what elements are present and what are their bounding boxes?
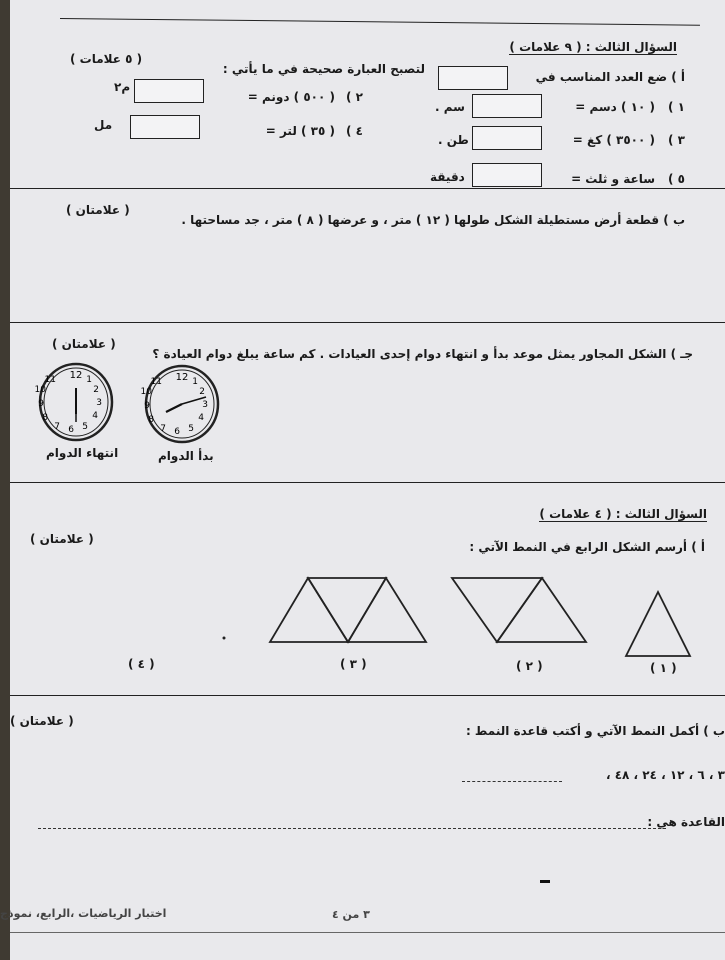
marks-label: ( علامتان ) — [30, 532, 94, 546]
marks-label: ( علامتان ) — [10, 714, 74, 728]
answer-box[interactable] — [134, 79, 204, 103]
item-expression: ( ٣٥٠٠ ) كغ = — [572, 133, 655, 147]
svg-text:12: 12 — [69, 370, 83, 381]
svg-text:3: 3 — [202, 400, 208, 410]
figure-label-4: ( ٤ ) — [128, 657, 155, 671]
item-number: ٤ ) — [346, 124, 363, 138]
part-a-text: أ ) أرسم الشكل الرابع في النمط الآتي : — [469, 540, 705, 554]
svg-text:11: 11 — [150, 377, 162, 387]
svg-text:4: 4 — [92, 411, 98, 421]
answer-line[interactable] — [38, 828, 666, 829]
svg-text:11: 11 — [44, 375, 56, 385]
svg-text:12: 12 — [175, 372, 189, 383]
page-number: ٣ من ٤ — [332, 908, 370, 921]
svg-text:2: 2 — [93, 385, 99, 395]
instruction-text-b: لتصبح العبارة صحيحة في ما يأتي : — [222, 62, 425, 76]
clock-end-label: انتهاء الدوام — [46, 446, 119, 460]
item-expression: ( ١٠ ) دسم = — [575, 100, 655, 114]
mark — [540, 880, 550, 883]
answer-box[interactable] — [130, 115, 200, 139]
instruction-text: أ ) ضع العدد المناسب في — [535, 70, 685, 84]
marks-label: ( ٥ علامات ) — [70, 52, 143, 66]
divider — [10, 695, 725, 696]
item-number: ١ ) — [668, 100, 685, 114]
svg-text:1: 1 — [86, 375, 92, 385]
answer-box[interactable] — [438, 66, 508, 90]
item-unit: طن . — [438, 133, 469, 147]
item-number: ٣ ) — [668, 133, 685, 147]
item-unit: مل — [94, 118, 113, 132]
svg-text:1: 1 — [192, 377, 198, 387]
item-expression: ساعة و ثلث = — [571, 172, 655, 186]
svg-text:7: 7 — [160, 424, 166, 434]
clock-start-label: بدأ الدوام — [158, 449, 214, 463]
question-heading: السؤال الثالث : ( ٤ علامات ) — [539, 507, 707, 521]
svg-text:8: 8 — [148, 415, 154, 425]
question-c-text: جـ ) الشكل المجاور يمثل موعد بدأ و انتهاء دوام إحدى العيادات . كم ساعة يبلغ دوام العيادة ؟ — [152, 347, 693, 361]
svg-text:10: 10 — [140, 387, 152, 397]
triangle-pattern — [260, 570, 710, 660]
divider — [10, 482, 725, 483]
marks-label: ( علامتان ) — [66, 203, 130, 217]
svg-text:6: 6 — [68, 425, 74, 435]
rule-text: القاعدة هي : — [647, 815, 725, 829]
part-b-text: ب ) أكمل النمط الآتي و أكتب قاعدة النمط : — [465, 724, 725, 738]
figure-label-2: ( ٢ ) — [516, 659, 543, 673]
item-expression: ( ٥٠٠ ) دونم = — [247, 90, 335, 104]
top-border — [60, 18, 700, 26]
svg-text:4: 4 — [198, 413, 204, 423]
svg-text:9: 9 — [38, 399, 44, 409]
svg-text:3: 3 — [96, 398, 102, 408]
answer-line[interactable] — [462, 781, 562, 782]
item-unit: م٢ — [114, 80, 131, 94]
answer-box[interactable] — [472, 126, 542, 150]
svg-text:2: 2 — [199, 387, 205, 397]
footer-border — [10, 932, 725, 933]
marks-label: ( علامتان ) — [52, 337, 116, 351]
figure-label-1: ( ١ ) — [650, 661, 677, 675]
answer-box[interactable] — [472, 94, 542, 118]
divider — [10, 322, 725, 323]
item-unit: سم . — [435, 100, 465, 114]
item-number: ٥ ) — [668, 172, 685, 186]
clock-end-icon — [36, 362, 116, 442]
item-number: ٢ ) — [346, 90, 363, 104]
question-b-text: ب ) قطعة أرض مستطيلة الشكل طولها ( ١٢ ) متر ، و عرضها ( ٨ ) متر ، جد مساحتها . — [181, 213, 685, 227]
svg-text:10: 10 — [34, 385, 46, 395]
svg-text:6: 6 — [174, 427, 180, 437]
clock-start-icon — [142, 364, 222, 444]
divider — [10, 188, 725, 189]
item-expression: ( ٣٥ ) لتر = — [265, 124, 335, 138]
svg-text:5: 5 — [188, 424, 194, 434]
svg-text:8: 8 — [42, 413, 48, 423]
svg-text:7: 7 — [54, 422, 60, 432]
footer-title: اختبار الرياضيات ،الرابع، نموذج — [0, 907, 167, 920]
question-heading: السؤال الثالث : ( ٩ علامات ) — [509, 40, 677, 54]
answer-box[interactable] — [472, 163, 542, 187]
svg-text:9: 9 — [144, 401, 150, 411]
item-unit: دقيقة — [430, 170, 465, 184]
figure-label-3: ( ٣ ) — [340, 657, 367, 671]
sequence-text: ٣ ، ٦ ، ١٢ ، ٢٤ ، ٤٨ ، — [605, 768, 725, 782]
svg-text:5: 5 — [82, 422, 88, 432]
